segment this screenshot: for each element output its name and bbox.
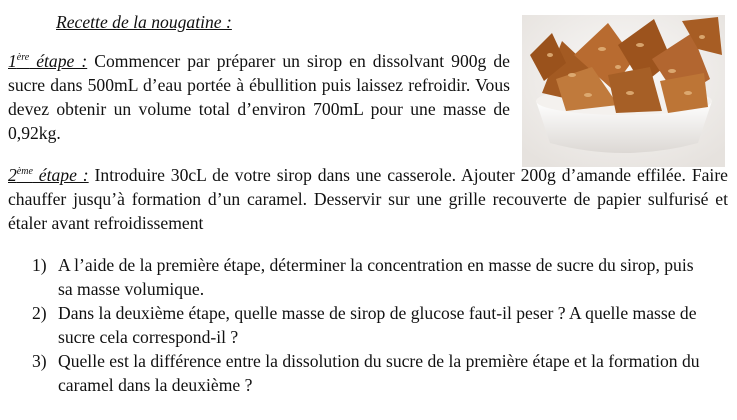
nougatine-bowl-illustration — [522, 15, 725, 167]
question-number: 2) — [32, 303, 47, 323]
question-text: Dans la deuxième étape, quelle masse de sirop de glucose faut-il peser ? A quelle masse de sucre cela correspond-il ? — [58, 303, 697, 347]
step-1-paragraph — [8, 49, 510, 145]
step-2-label: 2ème étape : — [8, 165, 89, 185]
step-1-text: Commencer par préparer un sirop en dissolvant 900g de sucre dans 500mL d’eau portée à ébullition puis laissez refroidir. Vous devez obtenir un volume total d’environ 700mL pour une masse de 0,92kg. — [8, 51, 510, 143]
question-text: A l’aide de la première étape, déterminer la concentration en masse de sucre du sirop, puis sa masse volumique. — [58, 255, 694, 299]
step-1-label: 1ère étape : — [8, 51, 88, 71]
step-2-text: Introduire 30cL de votre sirop dans une casserole. Ajouter 200g d’amande effilée. Faire chauffer jusqu’à formation d’un caramel. Desservir sur une grille recouverte de papier sulfurisé et étaler avant refroidissement — [8, 165, 728, 233]
question-number: 1) — [32, 255, 47, 275]
step-2-paragraph — [8, 163, 728, 235]
question-text: Quelle est la différence entre la dissolution du sucre de la première étape et la formation du caramel dans la deuxième ? — [58, 351, 700, 395]
recipe-title: Recette de la nougatine : — [56, 12, 232, 32]
nougatine-photo — [522, 15, 725, 167]
question-item — [32, 349, 712, 397]
question-item — [32, 253, 712, 301]
question-item — [32, 301, 712, 349]
questions-list — [32, 253, 712, 397]
question-number: 3) — [32, 351, 47, 371]
